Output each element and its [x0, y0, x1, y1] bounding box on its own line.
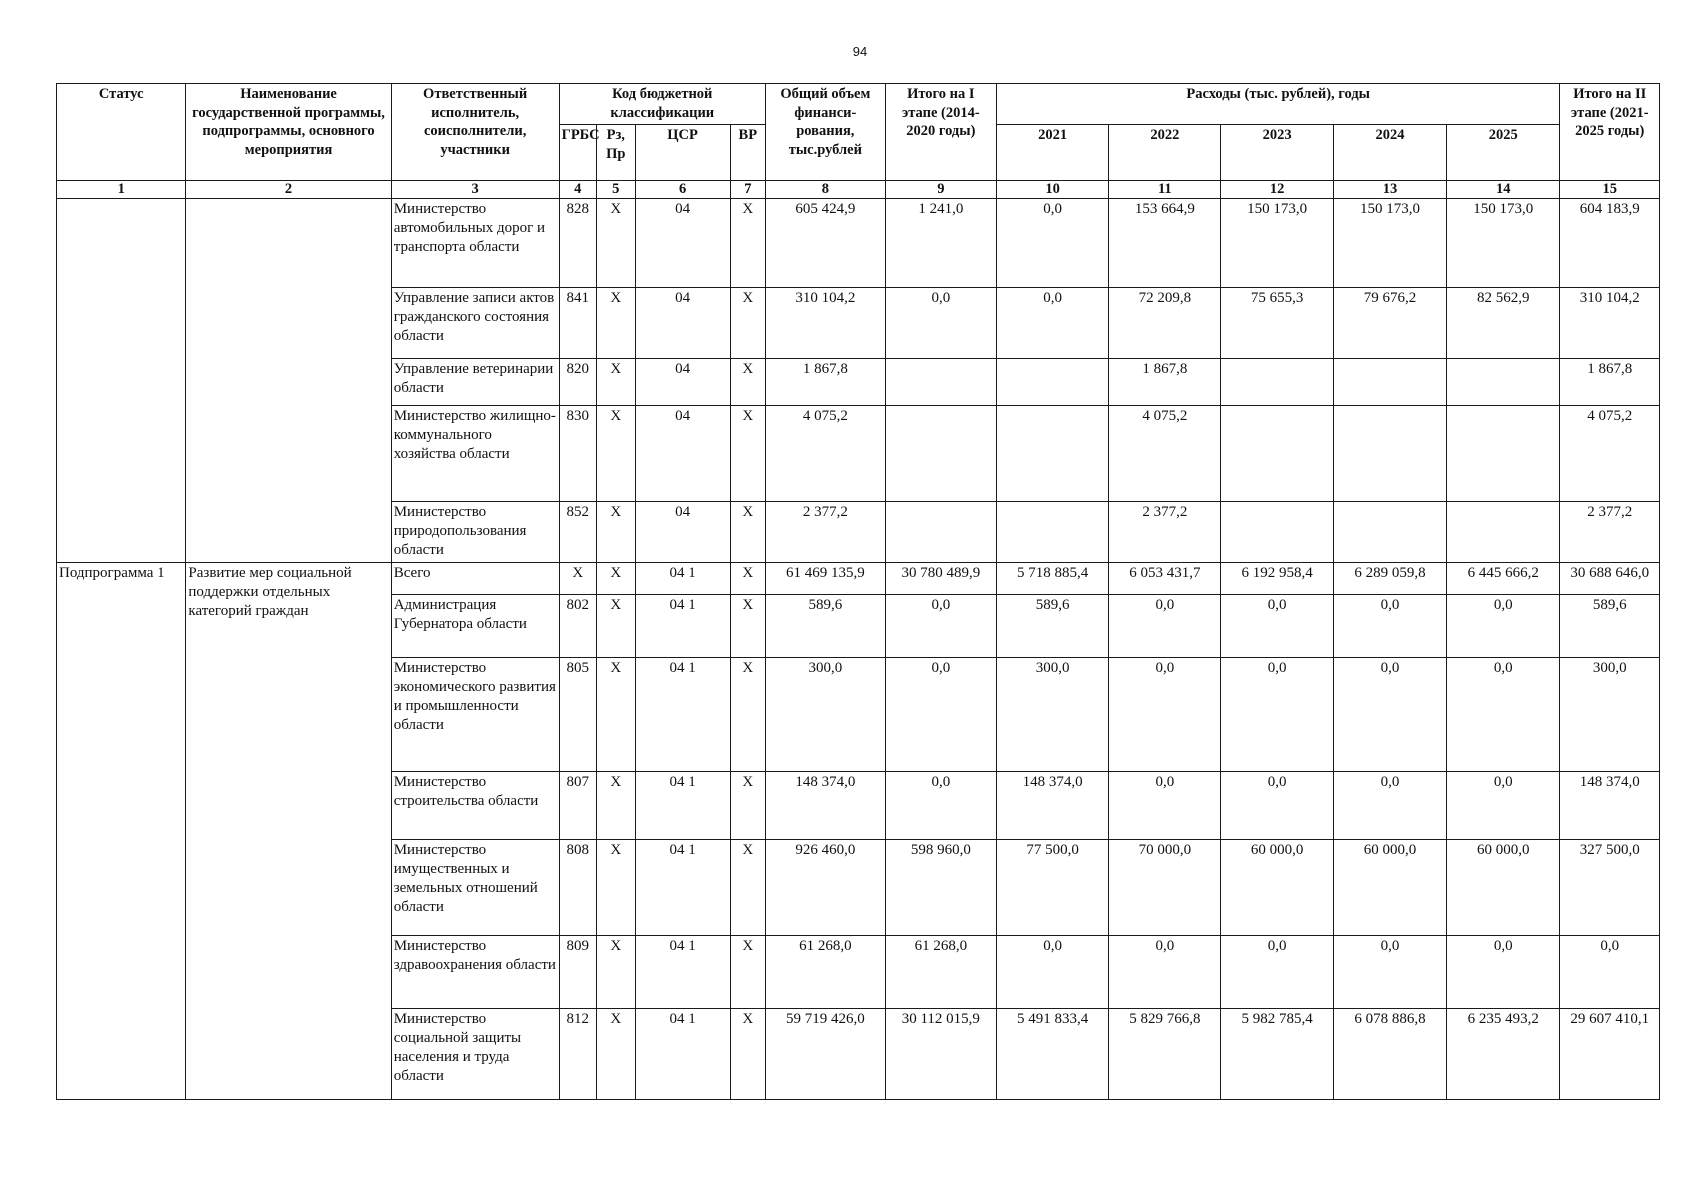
- rz-cell: Х: [597, 287, 635, 358]
- csr-cell: 04 1: [635, 839, 730, 935]
- stage2-cell: 300,0: [1560, 657, 1660, 771]
- name-cell-empty: [186, 198, 391, 562]
- column-number: 8: [765, 181, 885, 199]
- grbs-cell: 852: [559, 501, 596, 562]
- y2025-cell: 0,0: [1447, 771, 1560, 839]
- y2025-cell: [1447, 405, 1560, 501]
- y2022-cell: 153 664,9: [1109, 198, 1221, 287]
- column-number: 3: [391, 181, 559, 199]
- y2022-cell: 1 867,8: [1109, 358, 1221, 405]
- y2025-cell: 6 235 493,2: [1447, 1008, 1560, 1099]
- y2024-cell: 6 078 886,8: [1333, 1008, 1446, 1099]
- y2024-cell: 0,0: [1333, 657, 1446, 771]
- stage1-cell: [885, 405, 996, 501]
- y2025-cell: 0,0: [1447, 935, 1560, 1008]
- vr-cell: Х: [730, 657, 765, 771]
- total-cell: 61 469 135,9: [765, 562, 885, 594]
- vr-cell: Х: [730, 1008, 765, 1099]
- rz-cell: Х: [597, 771, 635, 839]
- stage2-cell: 4 075,2: [1560, 405, 1660, 501]
- header-rz-pr: Рз, Пр: [597, 125, 635, 181]
- y2024-cell: [1333, 358, 1446, 405]
- rz-cell: Х: [597, 358, 635, 405]
- stage2-cell: 327 500,0: [1560, 839, 1660, 935]
- rz-cell: Х: [597, 657, 635, 771]
- column-number: 14: [1447, 181, 1560, 199]
- rz-cell: Х: [597, 405, 635, 501]
- vr-cell: Х: [730, 501, 765, 562]
- rz-cell: Х: [597, 594, 635, 657]
- total-cell: 61 268,0: [765, 935, 885, 1008]
- column-number: 11: [1109, 181, 1221, 199]
- y2023-cell: 5 982 785,4: [1221, 1008, 1333, 1099]
- y2023-cell: [1221, 358, 1333, 405]
- column-number: 15: [1560, 181, 1660, 199]
- stage2-cell: 589,6: [1560, 594, 1660, 657]
- header-2023: 2023: [1221, 125, 1333, 181]
- header-budget-code: Код бюджетной классификации: [559, 84, 765, 125]
- y2023-cell: 0,0: [1221, 657, 1333, 771]
- executor-cell: Министерство социальной защиты населения и труда области: [391, 1008, 559, 1099]
- y2024-cell: [1333, 501, 1446, 562]
- header-2021: 2021: [996, 125, 1108, 181]
- y2022-cell: 0,0: [1109, 594, 1221, 657]
- rz-cell: Х: [597, 501, 635, 562]
- stage1-cell: 30 780 489,9: [885, 562, 996, 594]
- executor-cell: Министерство экономического развития и промышленности области: [391, 657, 559, 771]
- column-number: 7: [730, 181, 765, 199]
- executor-cell: Всего: [391, 562, 559, 594]
- y2025-cell: 0,0: [1447, 657, 1560, 771]
- csr-cell: 04 1: [635, 935, 730, 1008]
- executor-cell: Министерство автомобильных дорог и транспорта области: [391, 198, 559, 287]
- column-number: 13: [1333, 181, 1446, 199]
- grbs-cell: 830: [559, 405, 596, 501]
- y2025-cell: 0,0: [1447, 594, 1560, 657]
- grbs-cell: 808: [559, 839, 596, 935]
- y2022-cell: 0,0: [1109, 771, 1221, 839]
- table-row: [57, 562, 1660, 594]
- y2021-cell: [996, 501, 1108, 562]
- header-status: Статус: [57, 84, 186, 181]
- vr-cell: Х: [730, 562, 765, 594]
- y2023-cell: 0,0: [1221, 594, 1333, 657]
- table-row: [57, 198, 1660, 287]
- csr-cell: 04 1: [635, 771, 730, 839]
- subprogram-status: Подпрограмма 1: [57, 562, 186, 1099]
- status-cell-empty: [57, 198, 186, 562]
- total-cell: 59 719 426,0: [765, 1008, 885, 1099]
- vr-cell: Х: [730, 839, 765, 935]
- total-cell: 1 867,8: [765, 358, 885, 405]
- column-number: 1: [57, 181, 186, 199]
- stage2-cell: 148 374,0: [1560, 771, 1660, 839]
- total-cell: 589,6: [765, 594, 885, 657]
- y2024-cell: 79 676,2: [1333, 287, 1446, 358]
- y2021-cell: 0,0: [996, 935, 1108, 1008]
- header-grbs: ГРБС: [559, 125, 596, 181]
- y2022-cell: 0,0: [1109, 935, 1221, 1008]
- column-number: 2: [186, 181, 391, 199]
- total-cell: 926 460,0: [765, 839, 885, 935]
- executor-cell: Министерство здравоохранения области: [391, 935, 559, 1008]
- column-number: 12: [1221, 181, 1333, 199]
- header-2022: 2022: [1109, 125, 1221, 181]
- y2024-cell: 0,0: [1333, 935, 1446, 1008]
- header-total-volume: Общий объем финанси-рования, тыс.рублей: [765, 84, 885, 181]
- csr-cell: 04: [635, 358, 730, 405]
- y2021-cell: [996, 405, 1108, 501]
- y2022-cell: 5 829 766,8: [1109, 1008, 1221, 1099]
- stage2-cell: 29 607 410,1: [1560, 1008, 1660, 1099]
- y2024-cell: [1333, 405, 1446, 501]
- vr-cell: Х: [730, 198, 765, 287]
- stage1-cell: 0,0: [885, 287, 996, 358]
- total-cell: 300,0: [765, 657, 885, 771]
- y2025-cell: [1447, 358, 1560, 405]
- y2023-cell: 0,0: [1221, 771, 1333, 839]
- grbs-cell: 828: [559, 198, 596, 287]
- stage1-cell: 30 112 015,9: [885, 1008, 996, 1099]
- y2023-cell: 150 173,0: [1221, 198, 1333, 287]
- executor-cell: Министерство имущественных и земельных отношений области: [391, 839, 559, 935]
- csr-cell: 04 1: [635, 562, 730, 594]
- column-number: 10: [996, 181, 1108, 199]
- stage1-cell: [885, 501, 996, 562]
- executor-cell: Управление ветеринарии области: [391, 358, 559, 405]
- y2022-cell: 2 377,2: [1109, 501, 1221, 562]
- header-expenses: Расходы (тыс. рублей), годы: [996, 84, 1560, 125]
- rz-cell: Х: [597, 935, 635, 1008]
- grbs-cell: 807: [559, 771, 596, 839]
- y2024-cell: 0,0: [1333, 594, 1446, 657]
- subprogram-name: Развитие мер социальной поддержки отдельных категорий граждан: [186, 562, 391, 1099]
- y2024-cell: 150 173,0: [1333, 198, 1446, 287]
- y2025-cell: 150 173,0: [1447, 198, 1560, 287]
- executor-cell: Министерство жилищно-коммунального хозяйства области: [391, 405, 559, 501]
- y2021-cell: 589,6: [996, 594, 1108, 657]
- grbs-cell: 841: [559, 287, 596, 358]
- grbs-cell: 812: [559, 1008, 596, 1099]
- grbs-cell: 809: [559, 935, 596, 1008]
- y2022-cell: 72 209,8: [1109, 287, 1221, 358]
- y2025-cell: [1447, 501, 1560, 562]
- y2023-cell: 75 655,3: [1221, 287, 1333, 358]
- stage1-cell: 598 960,0: [885, 839, 996, 935]
- y2021-cell: 5 718 885,4: [996, 562, 1108, 594]
- csr-cell: 04: [635, 501, 730, 562]
- y2023-cell: 0,0: [1221, 935, 1333, 1008]
- stage1-cell: 0,0: [885, 594, 996, 657]
- y2025-cell: 6 445 666,2: [1447, 562, 1560, 594]
- y2022-cell: 4 075,2: [1109, 405, 1221, 501]
- rz-cell: Х: [597, 839, 635, 935]
- rz-cell: Х: [597, 562, 635, 594]
- stage2-cell: 30 688 646,0: [1560, 562, 1660, 594]
- vr-cell: Х: [730, 771, 765, 839]
- total-cell: 2 377,2: [765, 501, 885, 562]
- y2021-cell: 77 500,0: [996, 839, 1108, 935]
- y2023-cell: 6 192 958,4: [1221, 562, 1333, 594]
- page-number: 94: [852, 44, 868, 59]
- y2021-cell: 148 374,0: [996, 771, 1108, 839]
- header-stage2-total: Итого на II этапе (2021-2025 годы): [1560, 84, 1660, 181]
- rz-cell: Х: [597, 198, 635, 287]
- header-name: Наименование государственной программы, подпрограммы, основного мероприятия: [186, 84, 391, 181]
- stage2-cell: 1 867,8: [1560, 358, 1660, 405]
- budget-table: [56, 83, 1660, 1100]
- column-number: 6: [635, 181, 730, 199]
- y2024-cell: 0,0: [1333, 771, 1446, 839]
- grbs-cell: 820: [559, 358, 596, 405]
- header-vr: ВР: [730, 125, 765, 181]
- grbs-cell: 802: [559, 594, 596, 657]
- executor-cell: Министерство строительства области: [391, 771, 559, 839]
- y2024-cell: 6 289 059,8: [1333, 562, 1446, 594]
- csr-cell: 04 1: [635, 594, 730, 657]
- csr-cell: 04 1: [635, 657, 730, 771]
- header-responsible: Ответственный исполнитель, соисполнители, участники: [391, 84, 559, 181]
- stage1-cell: [885, 358, 996, 405]
- stage1-cell: 61 268,0: [885, 935, 996, 1008]
- y2023-cell: [1221, 405, 1333, 501]
- y2022-cell: 70 000,0: [1109, 839, 1221, 935]
- stage2-cell: 604 183,9: [1560, 198, 1660, 287]
- y2021-cell: 300,0: [996, 657, 1108, 771]
- vr-cell: Х: [730, 594, 765, 657]
- total-cell: 148 374,0: [765, 771, 885, 839]
- stage1-cell: 0,0: [885, 771, 996, 839]
- y2021-cell: 0,0: [996, 287, 1108, 358]
- y2022-cell: 0,0: [1109, 657, 1221, 771]
- y2023-cell: [1221, 501, 1333, 562]
- vr-cell: Х: [730, 358, 765, 405]
- y2025-cell: 82 562,9: [1447, 287, 1560, 358]
- csr-cell: 04 1: [635, 1008, 730, 1099]
- header-csr: ЦСР: [635, 125, 730, 181]
- column-number: 4: [559, 181, 596, 199]
- csr-cell: 04: [635, 287, 730, 358]
- stage1-cell: 1 241,0: [885, 198, 996, 287]
- grbs-cell: Х: [559, 562, 596, 594]
- total-cell: 605 424,9: [765, 198, 885, 287]
- y2021-cell: 0,0: [996, 198, 1108, 287]
- stage2-cell: 2 377,2: [1560, 501, 1660, 562]
- y2025-cell: 60 000,0: [1447, 839, 1560, 935]
- grbs-cell: 805: [559, 657, 596, 771]
- y2021-cell: [996, 358, 1108, 405]
- y2023-cell: 60 000,0: [1221, 839, 1333, 935]
- stage1-cell: 0,0: [885, 657, 996, 771]
- executor-cell: Управление записи актов гражданского состояния области: [391, 287, 559, 358]
- column-number: 9: [885, 181, 996, 199]
- rz-cell: Х: [597, 1008, 635, 1099]
- vr-cell: Х: [730, 405, 765, 501]
- header-2024: 2024: [1333, 125, 1446, 181]
- header-2025: 2025: [1447, 125, 1560, 181]
- column-number: 5: [597, 181, 635, 199]
- y2022-cell: 6 053 431,7: [1109, 562, 1221, 594]
- csr-cell: 04: [635, 198, 730, 287]
- y2021-cell: 5 491 833,4: [996, 1008, 1108, 1099]
- vr-cell: Х: [730, 935, 765, 1008]
- csr-cell: 04: [635, 405, 730, 501]
- y2024-cell: 60 000,0: [1333, 839, 1446, 935]
- total-cell: 310 104,2: [765, 287, 885, 358]
- stage2-cell: 0,0: [1560, 935, 1660, 1008]
- stage2-cell: 310 104,2: [1560, 287, 1660, 358]
- total-cell: 4 075,2: [765, 405, 885, 501]
- vr-cell: Х: [730, 287, 765, 358]
- header-stage1-total: Итого на I этапе (2014-2020 годы): [885, 84, 996, 181]
- executor-cell: Администрация Губернатора области: [391, 594, 559, 657]
- executor-cell: Министерство природопользования области: [391, 501, 559, 562]
